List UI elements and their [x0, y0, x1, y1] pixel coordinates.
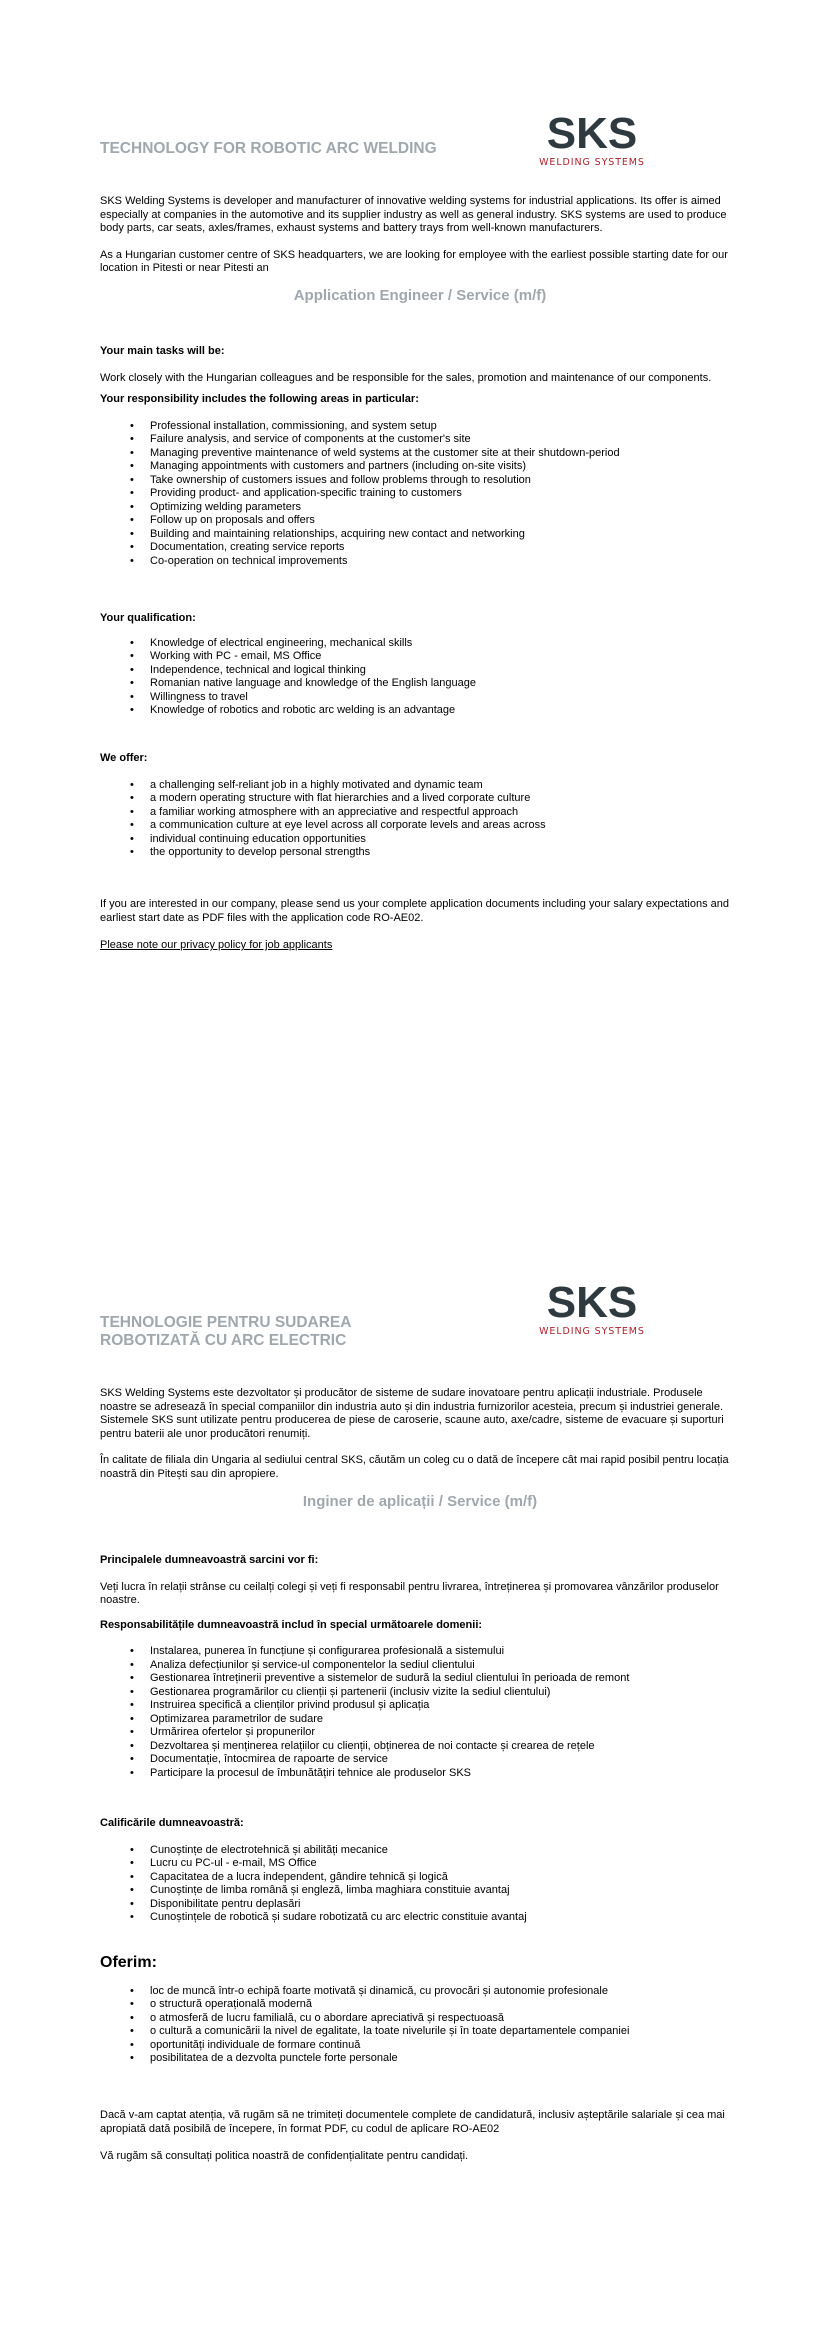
job-title: Inginer de aplicații / Service (m/f)	[302, 1493, 538, 1510]
list-item: • Professional installation, commissioning, and system setup	[150, 420, 740, 434]
list-item: • o structură operațională modernă	[150, 1998, 740, 2012]
list-item: • the opportunity to develop personal strengths	[150, 846, 740, 860]
list-item: • Providing product- and application-specific training to customers	[150, 487, 740, 501]
tasks-section	[100, 345, 740, 568]
sks-logo-mark	[533, 113, 651, 153]
list-item: • oportunități individuale de formare continuă	[150, 2039, 740, 2053]
qualification-heading: Your qualification:	[100, 612, 196, 624]
list-item: • a familiar working atmosphere with an appreciative and respectful approach	[150, 806, 740, 820]
page-headline: TECHNOLOGY FOR ROBOTIC ARC WELDING	[100, 140, 437, 157]
list-item: • Independence, technical and logical thinking	[150, 664, 740, 678]
list-item: • Managing preventive maintenance of weld systems at the customer site at their shutdown-period	[150, 447, 740, 461]
apply-section	[100, 898, 740, 953]
list-item: • o atmosferă de lucru familială, cu o abordare apreciativă și respectuoasă	[150, 2012, 740, 2026]
list-item: • Urmărirea ofertelor și propunerilor	[150, 1726, 740, 1740]
svg-text:SKS: SKS	[546, 113, 638, 153]
list-item: • Gestionarea întreținerii preventive a sistemelor de sudură la sediul clientului în perioada de remont	[150, 1672, 740, 1686]
sks-logo	[533, 1282, 651, 1339]
offer-heading: We offer:	[100, 752, 148, 764]
list-item: • Cunoștințe de limba română și engleză, limba maghiara constituie avantaj	[150, 1884, 740, 1898]
offer-list	[100, 779, 740, 860]
list-item: • posibilitatea de a dezvolta punctele forte personale	[150, 2052, 740, 2066]
page-headline	[100, 1314, 351, 1350]
list-item: • a communication culture at eye level across all corporate levels and areas across	[150, 819, 740, 833]
tasks-heading: Your main tasks will be:	[100, 345, 225, 357]
list-item: • a challenging self-reliant job in a highly motivated and dynamic team	[150, 779, 740, 793]
list-item: • Knowledge of electrical engineering, mechanical skills	[150, 637, 740, 651]
list-item: • Documentație, întocmirea de rapoarte de service	[150, 1753, 740, 1767]
list-item: • Documentation, creating service reports	[150, 541, 740, 555]
list-item: • Knowledge of robotics and robotic arc welding is an advantage	[150, 704, 740, 718]
list-item: • Take ownership of customers issues and follow problems through to resolution	[150, 474, 740, 488]
intro-paragraph	[100, 1387, 740, 1481]
page-romanian	[0, 1169, 827, 2338]
list-item: • Cunoștințe de electrotehnică și abilități mecanice	[150, 1844, 740, 1858]
qualification-list	[100, 637, 740, 718]
list-item: • Dezvoltarea și menținerea relațiilor cu clienții, obținerea de noi contacte și crearea de rețele	[150, 1740, 740, 1754]
headline-line-1: TEHNOLOGIE PENTRU SUDAREA	[100, 1314, 352, 1331]
list-item: • Follow up on proposals and offers	[150, 514, 740, 528]
list-item: • Managing appointments with customers and partners (including on-site visits)	[150, 460, 740, 474]
svg-text:SKS: SKS	[546, 1282, 638, 1322]
list-item: • Instruirea specifică a clienților privind produsul și aplicația	[150, 1699, 740, 1713]
list-item: • Cunoștințele de robotică și sudare robotizată cu arc electric constituie avantaj	[150, 1911, 740, 1925]
logo-subtitle: WELDING SYSTEMS	[539, 157, 645, 168]
list-item: • Failure analysis, and service of components at the customer's site	[150, 433, 740, 447]
list-item: • individual continuing education opportunities	[150, 833, 740, 847]
list-item: • Disponibilitate pentru deplasări	[150, 1898, 740, 1912]
intro-text-1: SKS Welding Systems este dezvoltator și producător de sisteme de sudare inovatoare pentru aplicații industriale. Produsele noastre se adresează în special companiilor din industria auto și din industria furnizorilor acesteia, precum și industriei generale. Sistemele SKS sunt utilizate pentru producerea de piese de caroserie, scaune auto, axe/cadre, sisteme de evacuare și suporturi pentru baterii ale unor producători renumiți.	[100, 1387, 724, 1440]
responsibility-list	[100, 1645, 740, 1780]
headline-line-2: ROBOTIZATĂ CU ARC ELECTRIC	[100, 1332, 347, 1349]
job-title: Application Engineer / Service (m/f)	[293, 287, 547, 304]
list-item: • Lucru cu PC-ul - e-mail, MS Office	[150, 1857, 740, 1871]
tasks-section	[100, 1554, 740, 1780]
list-item: • loc de muncă într-o echipă foarte motivată și dinamică, cu provocări și autonomie profesionale	[150, 1985, 740, 1999]
responsibility-list	[100, 420, 740, 569]
list-item: • Willingness to travel	[150, 691, 740, 705]
intro-text-2: As a Hungarian customer centre of SKS headquarters, we are looking for employee with the earliest possible starting date for our location in Pitesti or near Pitesti an	[100, 248, 728, 274]
qualification-section	[100, 612, 740, 718]
responsibility-heading: Responsabilitățile dumneavoastră includ în special următoarele domenii:	[100, 1618, 483, 1631]
list-item: • Analiza defecțiunilor și service-ul componentelor la sediul clientului	[150, 1659, 740, 1673]
tasks-text: Work closely with the Hungarian colleagues and be responsible for the sales, promotion and maintenance of our components.	[100, 371, 712, 384]
sks-logo-mark	[533, 1282, 651, 1322]
tasks-text: Veți lucra în relații strânse cu ceilalți colegi și veți fi responsabil pentru livrarea, întreținerea și promovarea vânzărilor produselor noastre.	[100, 1580, 719, 1606]
list-item: • Optimizing welding parameters	[150, 501, 740, 515]
qualification-list	[100, 1844, 740, 1925]
list-item: • Gestionarea programărilor cu clienții și partenerii (inclusiv vizite la sediul clientului)	[150, 1686, 740, 1700]
offer-section	[100, 752, 740, 860]
intro-text-1: SKS Welding Systems is developer and manufacturer of innovative welding systems for industrial applications. Its offer is aimed especially at companies in the automotive and its supplier industry as well as general industry. SKS systems are used to produce body parts, car seats, axles/frames, exhaust systems and battery trays from well-known manufacturers.	[100, 195, 727, 234]
intro-text-2: În calitate de filiala din Ungaria al sediului central SKS, căutăm un coleg cu o dată de începere cât mai rapid posibil pentru locația noastră din Pitești sau din apropiere.	[100, 1454, 729, 1480]
list-item: • a modern operating structure with flat hierarchies and a lived corporate culture	[150, 792, 740, 806]
list-item: • Optimizarea parametrilor de sudare	[150, 1713, 740, 1727]
list-item: • Instalarea, punerea în funcțiune și configurarea profesională a sistemului	[150, 1645, 740, 1659]
qualification-section	[100, 1817, 740, 1925]
privacy-policy-link[interactable]: Please note our privacy policy for job applicants	[100, 939, 333, 951]
offer-list	[100, 1985, 740, 2066]
list-item: • Romanian native language and knowledge of the English language	[150, 677, 740, 691]
privacy-text: Vă rugăm să consultați politica noastră de confidențialitate pentru candidați.	[100, 2150, 469, 2162]
apply-text: Dacă v-am captat atenția, vă rugăm să ne trimiteți documentele complete de candidatură, inclusiv așteptările salariale și cea mai apropiată dată posibilă de începere, în format PDF, cu codul de aplicare RO-AE02	[100, 2109, 725, 2135]
apply-section	[100, 2109, 740, 2164]
list-item: • Participare la procesul de îmbunătățiri tehnice ale produselor SKS	[150, 1767, 740, 1781]
offer-heading: Oferim:	[100, 1954, 157, 1971]
responsibility-heading: Your responsibility includes the following areas in particular:	[100, 393, 419, 405]
list-item: • Building and maintaining relationships, acquiring new contact and networking	[150, 528, 740, 542]
apply-text: If you are interested in our company, please send us your complete application documents including your salary expectations and earliest start date as PDF files with the application code RO-AE02.	[100, 898, 729, 924]
list-item: • Capacitatea de a lucra independent, gândire tehnică și logică	[150, 1871, 740, 1885]
logo-subtitle: WELDING SYSTEMS	[539, 1326, 645, 1337]
offer-section	[100, 1956, 740, 2066]
list-item: • Co-operation on technical improvements	[150, 555, 740, 569]
list-item: • Working with PC - email, MS Office	[150, 650, 740, 664]
list-item: • o cultură a comunicării la nivel de egalitate, la toate nivelurile și în toate departamentele companiei	[150, 2025, 740, 2039]
qualification-heading: Calificările dumneavoastră:	[100, 1817, 244, 1829]
intro-paragraph	[100, 195, 740, 276]
sks-logo	[533, 113, 651, 170]
tasks-heading: Principalele dumneavoastră sarcini vor fi:	[100, 1554, 319, 1566]
